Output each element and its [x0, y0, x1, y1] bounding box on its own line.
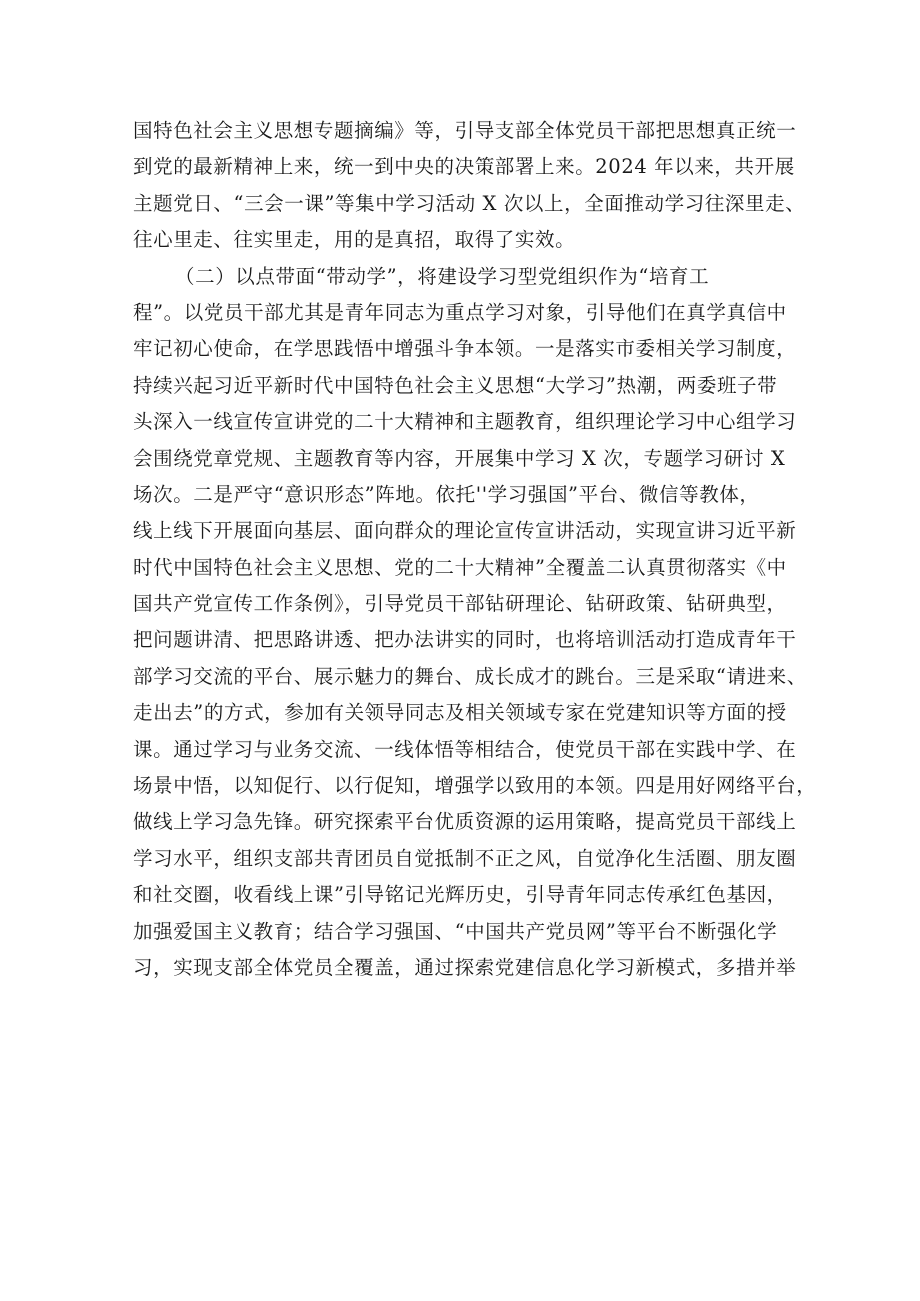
text-line: 到党的最新精神上来，统一到中央的决策部署上来。2024 年以来，共开展: [133, 155, 795, 179]
text-line: 会围绕党章党规、主题教育等内容，开展集中学习 X 次，专题学习研讨 X: [133, 446, 786, 470]
text-line: 走出去”的方式，参加有关领导同志及相关领域专家在党建知识等方面的授: [133, 701, 787, 725]
text-line: 和社交圈，收看线上课”引导铭记光辉历史，引导青年同志传承红色基因，: [133, 883, 787, 907]
text-line: 国特色社会主义思想专题摘编》等，引导支部全体党员干部把思想真正统一: [133, 119, 797, 142]
text-line: 国共产党宣传工作条例》，引导党员干部钻研理论、钻研政策、钻研典型，: [133, 592, 787, 616]
text-line: 程”。以党员干部尤其是青年同志为重点学习对象，引导他们在真学真信中: [133, 300, 787, 324]
text-line: 学习水平，组织支部共青团员自觉抵制不正之风，自觉净化生活圈、朋友圈: [133, 846, 797, 870]
text-line: 课。通过学习与业务交流、一线体悟等相结合，使党员干部在实践中学、在: [133, 737, 797, 761]
text-line: 把问题讲清、把思路讲透、把办法讲实的同时，也将培训活动打造成青年干: [133, 628, 797, 652]
text-line: 持续兴起习近平新时代中国特色社会主义思想“大学习”热潮，两委班子带: [133, 373, 778, 397]
text-line: 时代中国特色社会主义思想、党的二十大精神”全覆盖二认真贯彻落实《中: [133, 555, 787, 579]
text-line: 牢记初心使命，在学思践悟中增强斗争本领。一是落实市委相关学习制度，: [133, 337, 797, 361]
text-line: 场景中悟，以知促行、以行促知，增强学以致用的本领。四是用好网络平台，: [133, 774, 817, 798]
text-line: 做线上学习急先锋。研究探索平台优质资源的运用策略，提高党员干部线上: [133, 810, 797, 834]
text-line: 头深入一线宣传宣讲党的二十大精神和主题教育，组织理论学习中心组学习: [133, 410, 797, 434]
text-line: 场次。二是严守“意识形态”阵地。依托''学习强国”平台、微信等教体，: [133, 482, 760, 506]
text-line: 线上线下开展面向基层、面向群众的理论宣传宣讲活动，实现宣讲习近平新: [133, 519, 797, 543]
section-heading-line: （二）以点带面“带动学”，将建设学习型党组织作为“培育工: [175, 264, 710, 288]
text-line: 部学习交流的平台、展示魅力的舞台、成长成才的跳台。三是采取“请进来、: [133, 664, 807, 688]
text-line: 往心里走、往实里走，用的是真招，取得了实效。: [133, 228, 576, 252]
body-text: [133, 113, 817, 986]
text-line: 加强爱国主义教育；结合学习强国、“中国共产党员网”等平台不断强化学: [133, 919, 778, 943]
text-line: 习，实现支部全体党员全覆盖，通过探索党建信息化学习新模式，多措并举: [133, 955, 797, 979]
text-line: 主题党日、“三会一课”等集中学习活动 X 次以上，全面推动学习往深里走、: [133, 191, 806, 215]
